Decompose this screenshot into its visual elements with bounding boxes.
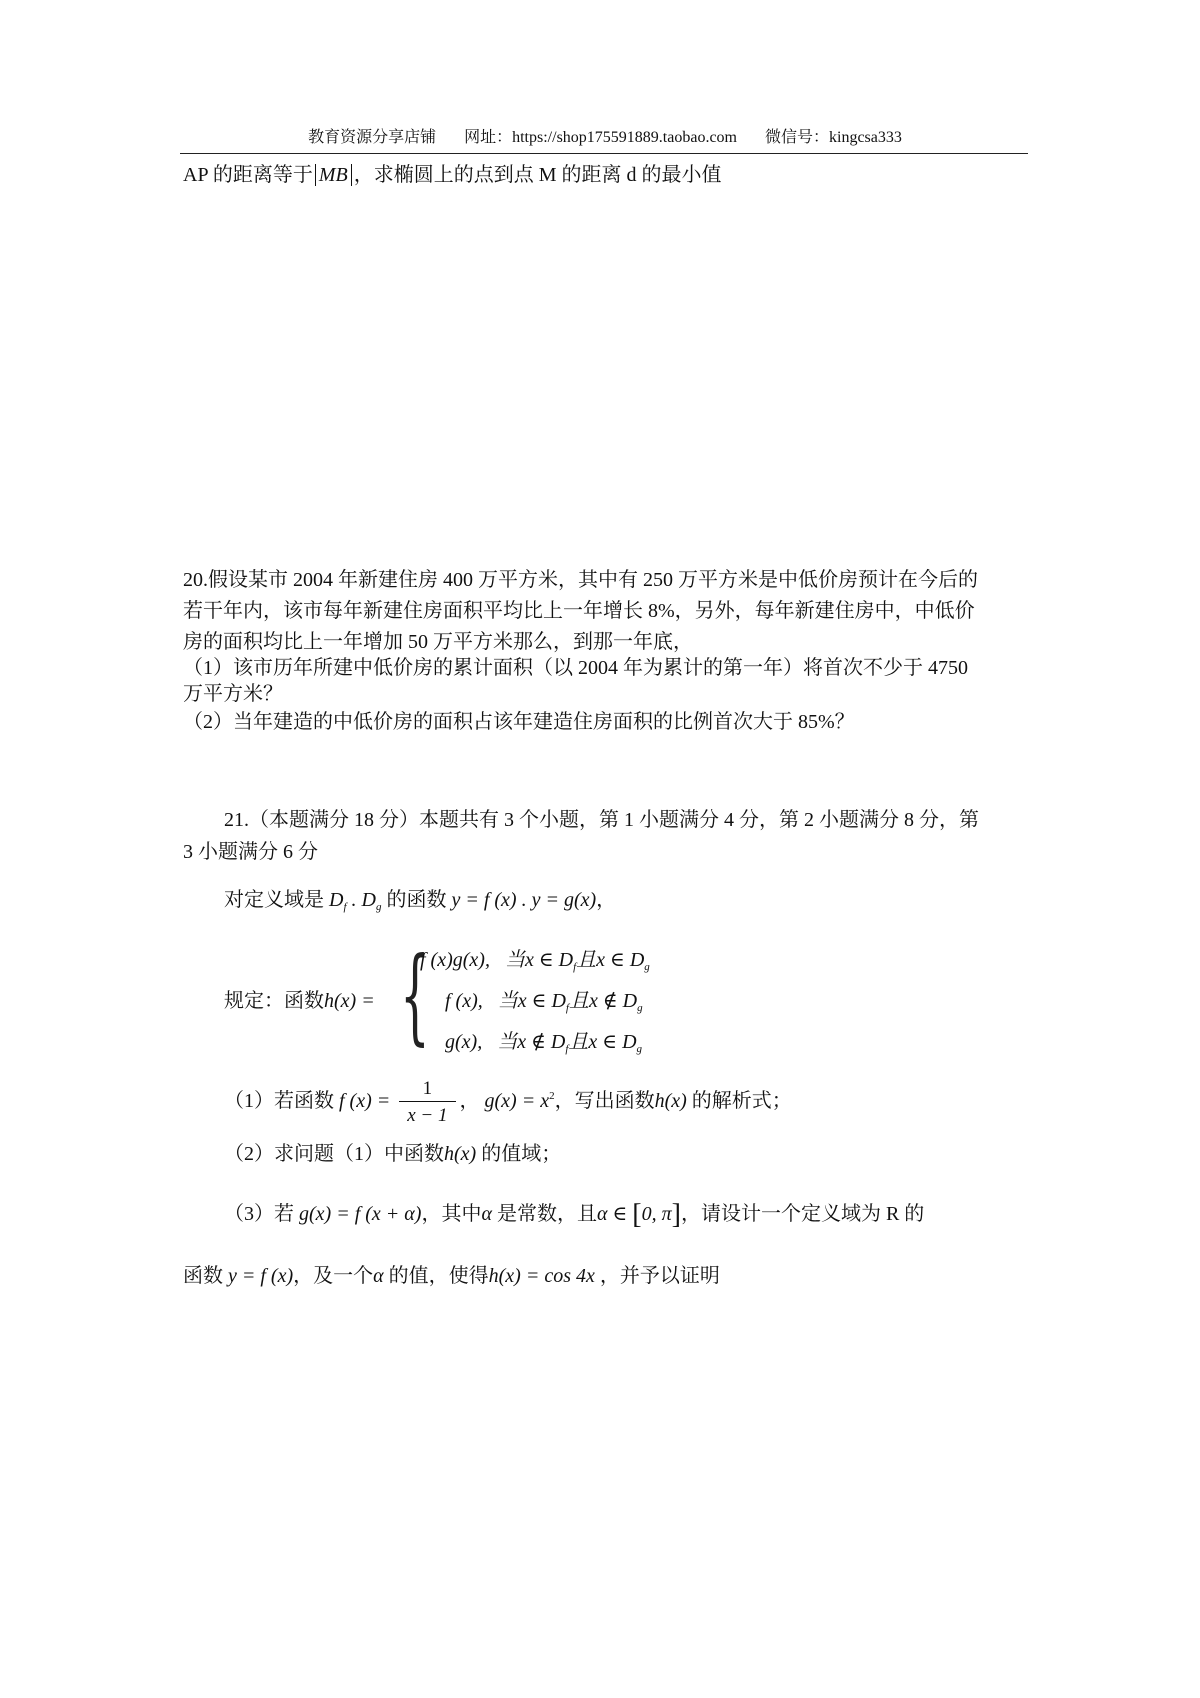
q20-line-3: 房的面积均比上一年增加 50 万平方米那么，到那一年底， — [183, 631, 693, 653]
q21-intro-2: 3 小题满分 6 分 — [183, 841, 318, 863]
fraction: $\frac{1}{x - 1}$ — [399, 1077, 455, 1128]
header-url: 网址：https://shop175591889.taobao.com — [464, 129, 737, 146]
q20-sub1-line-2: 万平方米？ — [183, 683, 283, 705]
q19-tail: AP 的距离等于 MB ，求椭圆上的点到点 M 的距离 d 的最小值 — [183, 164, 722, 186]
page-header — [180, 128, 1030, 148]
q21-part-1: （1）若函数 f (x) = $\frac{1}{x - 1}$ ， $g(x) = x^2$，写出函数h(x) 的解析式； — [224, 1077, 792, 1126]
q20-line-2: 若干年内，该市每年新建住房面积平均比上一年增长 8%，另外，每年新建住房中，中低价 — [183, 600, 975, 622]
case-2: f (x), 当x ∈ $D_f$且x ∉ $D_g$ — [445, 990, 643, 1014]
q21-part-3-cont: 函数 y = f (x)，及一个α 的值，使得h(x) = cos 4x ，并予以证明 — [183, 1265, 720, 1287]
header-shop: 教育资源分享店铺 — [308, 129, 437, 146]
q20-line-1: 20.假设某市 2004 年新建住房 400 万平方米，其中有 250 万平方米是中低价房预计在今后的 — [183, 569, 978, 591]
q21-intro-1: 21.（本题满分 18 分）本题共有 3 个小题，第 1 小题满分 4 分，第 2 小题满分 8 分，第 — [224, 809, 979, 831]
q20-sub1-line-1: （1）该市历年所建中低价房的累计面积（以 2004 年为累计的第一年）将首次不少于 4750 — [183, 657, 968, 679]
case-3: g(x), 当x ∉ $D_f$且x ∈ $D_g$ — [445, 1031, 643, 1055]
q21-definition: 对定义域是 $D_f$ . $D_g$ 的函数 y = f (x) . y = g(x)， — [224, 889, 617, 913]
left-brace: { — [400, 934, 430, 1056]
q21-part-3: （3）若 g(x) = f (x + α)，其中α 是常数，且α ∈ [0, π]，请设计一个定义域为 R 的 — [224, 1199, 925, 1230]
header-rule — [180, 153, 1028, 154]
case-1: f (x)g(x), 当x ∈ $D_f$且x ∈ $D_g$ — [420, 949, 650, 973]
q20-sub2: （2）当年建造的中低价房的面积占该年建造住房面积的比例首次大于 85%？ — [183, 711, 855, 733]
q21-part-2: （2）求问题（1）中函数h(x) 的值域； — [224, 1143, 562, 1165]
header-wechat: 微信号：kingcsa333 — [765, 129, 902, 146]
piecewise-definition: 规定：函数h(x) = { f (x)g(x), 当x ∈ $D_f$且x ∈ $D_g$ f (x), 当x ∈ $D_f$且x ∉ $D_g$ g(x), 当x ∉ $D_f$且x ∈ $D_g$ — [224, 934, 650, 1056]
abs-mb: MB — [315, 164, 352, 186]
